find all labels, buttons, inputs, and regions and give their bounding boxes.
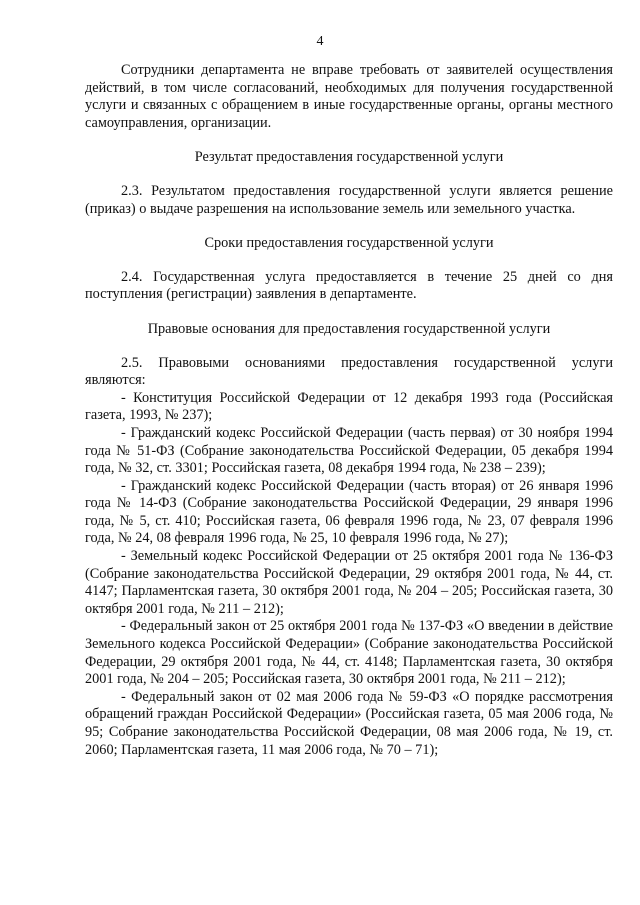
list-item-civil-code-part-2: - Гражданский кодекс Российской Федерации (часть вторая) от 26 января 1996 года № 14-ФЗ (Собрание законодательства Российской Федерации, 29 января 1996 года, № 5, ст. 410; Российская газета, 06 февраля 1996 года, № 23, 07 февраля 1996 года, № 24, 08 февраля 1996 года, № 25, 10 февраля 1996 года, № 27);: [85, 477, 613, 547]
page-number: 4: [316, 34, 324, 49]
list-item-civil-code-part-1: - Гражданский кодекс Российской Федерации (часть первая) от 30 ноября 1994 года № 51-ФЗ (Собрание законодательства Российской Федерации, 05 декабря 1994 года, № 32, ст. 3301; Российская газета, 08 декабря 1994 года, № 238 – 239);: [85, 424, 613, 477]
heading-service-terms: Сроки предоставления государственной услуги: [204, 235, 494, 252]
paragraph-2-4: 2.4. Государственная услуга предоставляется в течение 25 дней со дня поступления (регистрации) заявления в департаменте.: [85, 268, 613, 303]
list-item-land-code: - Земельный кодекс Российской Федерации от 25 октября 2001 года № 136-ФЗ (Собрание законодательства Российской Федерации, 29 октября 2001 года, № 44, ст. 4147; Парламентская газета, 30 октября 2001 года, № 204 – 205; Российская газета, 30 октября 2001 года, № 211 – 212);: [85, 548, 613, 617]
paragraph-employees-restriction: Сотрудники департамента не вправе требовать от заявителей осуществления действий, в том числе согласований, необходимых для получения государственной услуги и связанных с обращением в иные государственные органы, органы местного самоуправления, организации.: [85, 62, 613, 131]
list-item-federal-law-137: - Федеральный закон от 25 октября 2001 года № 137-ФЗ «О введении в действие Земельного кодекса Российской Федерации» (Собрание законодательства Российской Федерации, 29 октября 2001 года, № 44, ст. 4148; Парламентская газета, 30 октября 2001 года, № 204 – 205; Российская газета, 30 октября 2001 года, № 211 – 212);: [85, 618, 613, 688]
paragraph-2-5: 2.5. Правовыми основаниями предоставления государственной услуги являются:: [85, 354, 613, 389]
document-body: [85, 62, 613, 759]
list-item-federal-law-59: - Федеральный закон от 02 мая 2006 года № 59-ФЗ «О порядке рассмотрения обращений граждан Российской Федерации» (Российская газета, 05 мая 2006 года, № 95; Собрание законодательства Российской Федерации, 08 мая 2006 года, № 19, ст. 2060; Парламентская газета, 11 мая 2006 года, № 70 – 71);: [85, 688, 613, 758]
heading-service-result: Результат предоставления государственной услуги: [194, 149, 504, 166]
heading-legal-grounds: Правовые основания для предоставления государственной услуги: [147, 320, 551, 337]
list-item-constitution: - Конституция Российской Федерации от 12 декабря 1993 года (Российская газета, 1993, № 237);: [85, 389, 613, 424]
paragraph-2-3: 2.3. Результатом предоставления государственной услуги является решение (приказ) о выдаче разрешения на использование земель или земельного участка.: [85, 182, 613, 217]
